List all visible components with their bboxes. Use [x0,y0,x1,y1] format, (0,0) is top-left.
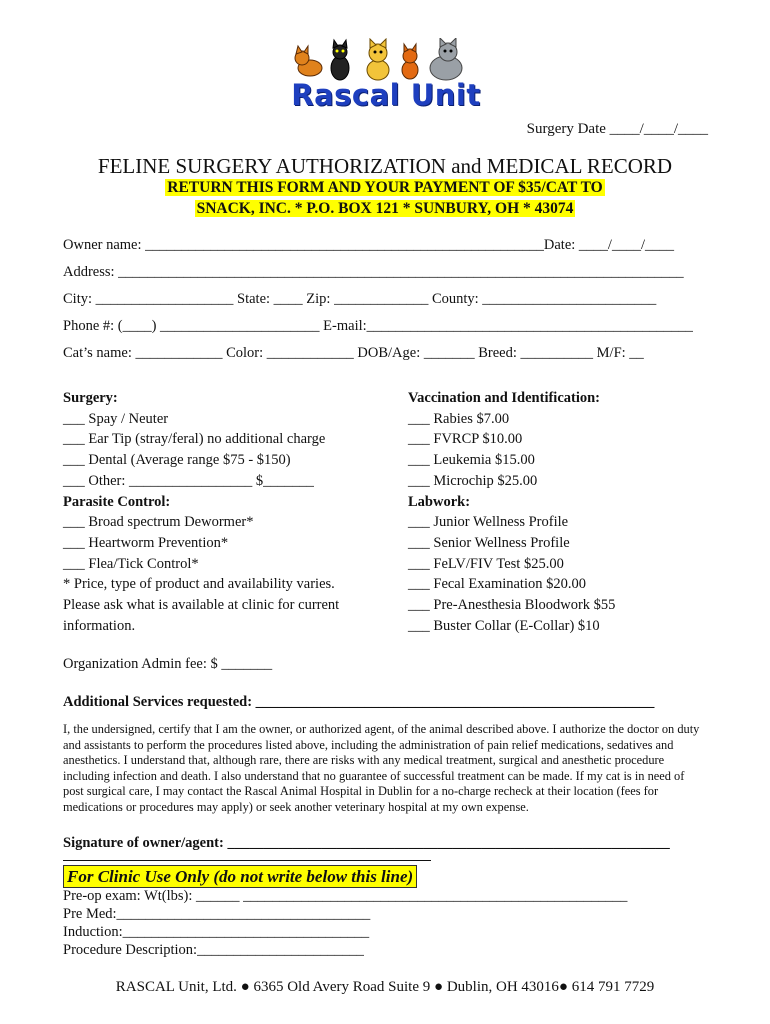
certification-paragraph: I, the undersigned, certify that I am the owner, or authorized agent, of the animal described above. I authorize the doctor on duty and assistants to perform the procedures listed above, including the administration of pain relief medications, sedatives and anesthetics. I understand that, although rare, there are risks with any medical treatment, surgical and anesthetic procedure including infection and death. I also understand that no guarantee of successful treatment can be made. If my cat is in need of post surgical care, I may contact the Rascal Animal Hospital in Dublin for a no-charge recheck at their location (fees for medications or procedures may apply) or seek another veterinary hospital at my own expense. [63,722,700,814]
parasite-control-heading: Parasite Control: [63,493,171,510]
pre-anesthesia-option[interactable]: ___ Pre-Anesthesia Bloodwork $55 [408,597,616,614]
dewormer-option[interactable]: ___ Broad spectrum Dewormer* [63,514,254,531]
price-note-line-1: * Price, type of product and availability varies. [63,576,335,593]
cat-details-field[interactable]: Cat’s name: ____________ Color: ____________ DOB/Age: _______ Breed: __________ M/F: __ [63,345,644,361]
e-collar-option[interactable]: ___ Buster Collar (E-Collar) $10 [408,617,600,634]
rabies-option[interactable]: ___ Rabies $7.00 [408,410,510,427]
logo-text: Rascal Unit [291,78,481,112]
surgery-heading: Surgery: [63,390,118,406]
fecal-exam-option[interactable]: ___ Fecal Examination $20.00 [408,576,586,593]
surgery-column [63,388,339,636]
induction-field[interactable]: Induction:__________________________________ [63,924,370,940]
city-state-zip-field[interactable]: City: ___________________ State: ____ Zip: _____________ County: ________________________ [63,291,657,307]
other-option[interactable]: ___ Other: _________________ $_______ [63,472,314,489]
owner-name-field[interactable]: Owner name: _______________________________________________________Date: ____/____/____ [63,237,674,253]
banner-line-2-text: SNACK, INC. * P.O. BOX 121 * SUNBURY, OH * 43074 [196,200,574,217]
senior-wellness-option[interactable]: ___ Senior Wellness Profile [408,534,570,551]
banner-line-1 [0,179,770,197]
rascal-unit-logo [288,38,484,116]
signature-extra-line [63,860,431,861]
felv-fiv-option[interactable]: ___ FeLV/FIV Test $25.00 [408,555,564,572]
surgery-date-field[interactable]: Surgery Date ____/____/____ [526,121,708,137]
form-title: FELINE SURGERY AUTHORIZATION and MEDICAL RECORD [97,154,673,178]
additional-services-field[interactable]: Additional Services requested: _______________________________________________________ [63,694,655,710]
banner-line-2 [0,200,770,218]
ear-tip-option[interactable]: ___ Ear Tip (stray/feral) no additional charge [63,431,326,448]
leukemia-option[interactable]: ___ Leukemia $15.00 [408,452,535,469]
pre-med-field[interactable]: Pre Med:___________________________________ [63,906,371,922]
banner-line-1-text: RETURN THIS FORM AND YOUR PAYMENT OF $35/CAT TO [167,179,603,196]
preop-exam-field[interactable]: Pre-op exam: Wt(lbs): ______ _____________________________________________________ [63,888,628,904]
admin-fee-field[interactable]: Organization Admin fee: $ _______ [63,656,273,672]
heartworm-option[interactable]: ___ Heartworm Prevention* [63,534,229,551]
footer-address: RASCAL Unit, Ltd. ● 6365 Old Avery Road Suite 9 ● Dublin, OH 43016● 614 791 7729 [115,979,655,995]
dental-option[interactable]: ___ Dental (Average range $75 - $150) [63,452,291,469]
signature-field[interactable]: Signature of owner/agent: _____________________________________________________________ [63,835,670,851]
fvrcp-option[interactable]: ___ FVRCP $10.00 [408,431,523,448]
price-note-line-3: information. [63,617,136,634]
flea-tick-option[interactable]: ___ Flea/Tick Control* [63,555,199,572]
procedure-description-field[interactable]: Procedure Description:_______________________ [63,942,364,958]
clinic-use-heading: For Clinic Use Only (do not write below this line) [63,865,417,888]
phone-email-field[interactable]: Phone #: (____) ______________________ E-mail:_____________________________________________ [63,318,693,334]
spay-neuter-option[interactable]: ___ Spay / Neuter [63,410,169,427]
labwork-heading: Labwork: [408,493,471,510]
junior-wellness-option[interactable]: ___ Junior Wellness Profile [408,514,569,531]
microchip-option[interactable]: ___ Microchip $25.00 [408,472,538,489]
address-field[interactable]: Address: ______________________________________________________________________________ [63,264,684,280]
price-note-line-2: Please ask what is available at clinic for current [63,597,340,614]
vaccination-heading: Vaccination and Identification: [408,390,601,406]
vaccination-column [408,388,615,636]
